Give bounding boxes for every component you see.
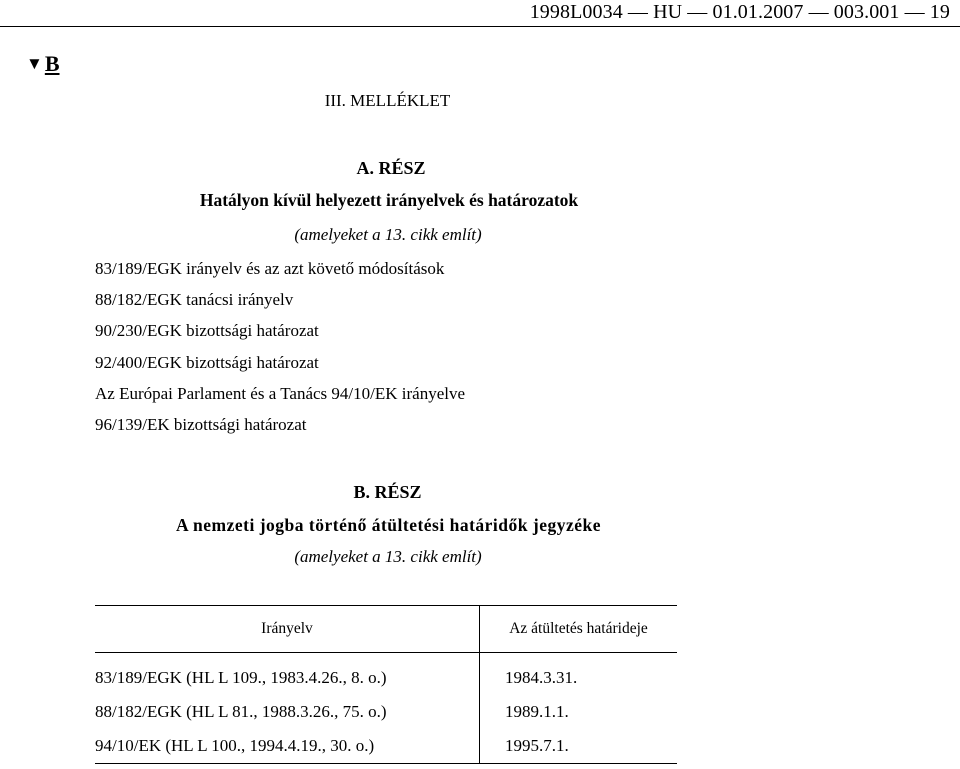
table-header-row — [95, 606, 677, 653]
list-item: 96/139/EK bizottsági határozat — [95, 414, 307, 434]
list-item: 92/400/EGK bizottsági határozat — [95, 352, 319, 372]
list-item: 88/182/EGK tanácsi irányelv — [95, 290, 294, 310]
table-row — [95, 653, 677, 696]
part-b-subtitle: (amelyeket a 13. cikk említ) — [294, 547, 482, 566]
table-row — [95, 729, 677, 764]
list-item: 90/230/EGK bizottsági határozat — [95, 321, 319, 341]
column-header-directive: Irányelv — [95, 606, 480, 653]
triangle-down-icon: ▼ — [26, 54, 43, 73]
deadlines-table-container — [95, 605, 677, 764]
document-header — [0, 0, 960, 27]
directive-cell: 94/10/EK (HL L 100., 1994.4.19., 30. o.) — [95, 729, 480, 764]
deadlines-table — [95, 605, 677, 764]
repealed-acts-list — [95, 258, 465, 445]
part-b-title: B. RÉSZ — [353, 482, 422, 502]
part-a-title: A. RÉSZ — [356, 158, 426, 178]
amendment-marker — [26, 52, 60, 76]
deadline-cell: 1989.1.1. — [505, 702, 569, 721]
document-reference: 1998L0034 — HU — 01.01.2007 — 003.001 — 19 — [529, 1, 950, 23]
table-row — [95, 695, 677, 729]
annex-title: III. MELLÉKLET — [324, 91, 451, 110]
directive-cell: 83/189/EGK (HL L 109., 1983.4.26., 8. o.) — [95, 653, 480, 696]
part-a-heading: Hatályon kívül helyezett irányelvek és határozatok — [199, 190, 579, 210]
part-b-heading: A nemzeti jogba történő átültetési határidők jegyzéke — [175, 515, 602, 535]
deadline-cell: 1995.7.1. — [480, 729, 678, 764]
marker-code: B — [44, 51, 60, 76]
list-item: Az Európai Parlament és a Tanács 94/10/EK irányelve — [95, 383, 466, 403]
list-item: 83/189/EGK irányelv és az azt követő módosítások — [95, 259, 445, 278]
part-a-subtitle: (amelyeket a 13. cikk említ) — [294, 225, 482, 244]
column-header-deadline: Az átültetés határideje — [480, 606, 678, 653]
directive-cell: 88/182/EGK (HL L 81., 1988.3.26., 75. o.) — [95, 695, 480, 729]
deadline-cell: 1984.3.31. — [505, 668, 578, 687]
